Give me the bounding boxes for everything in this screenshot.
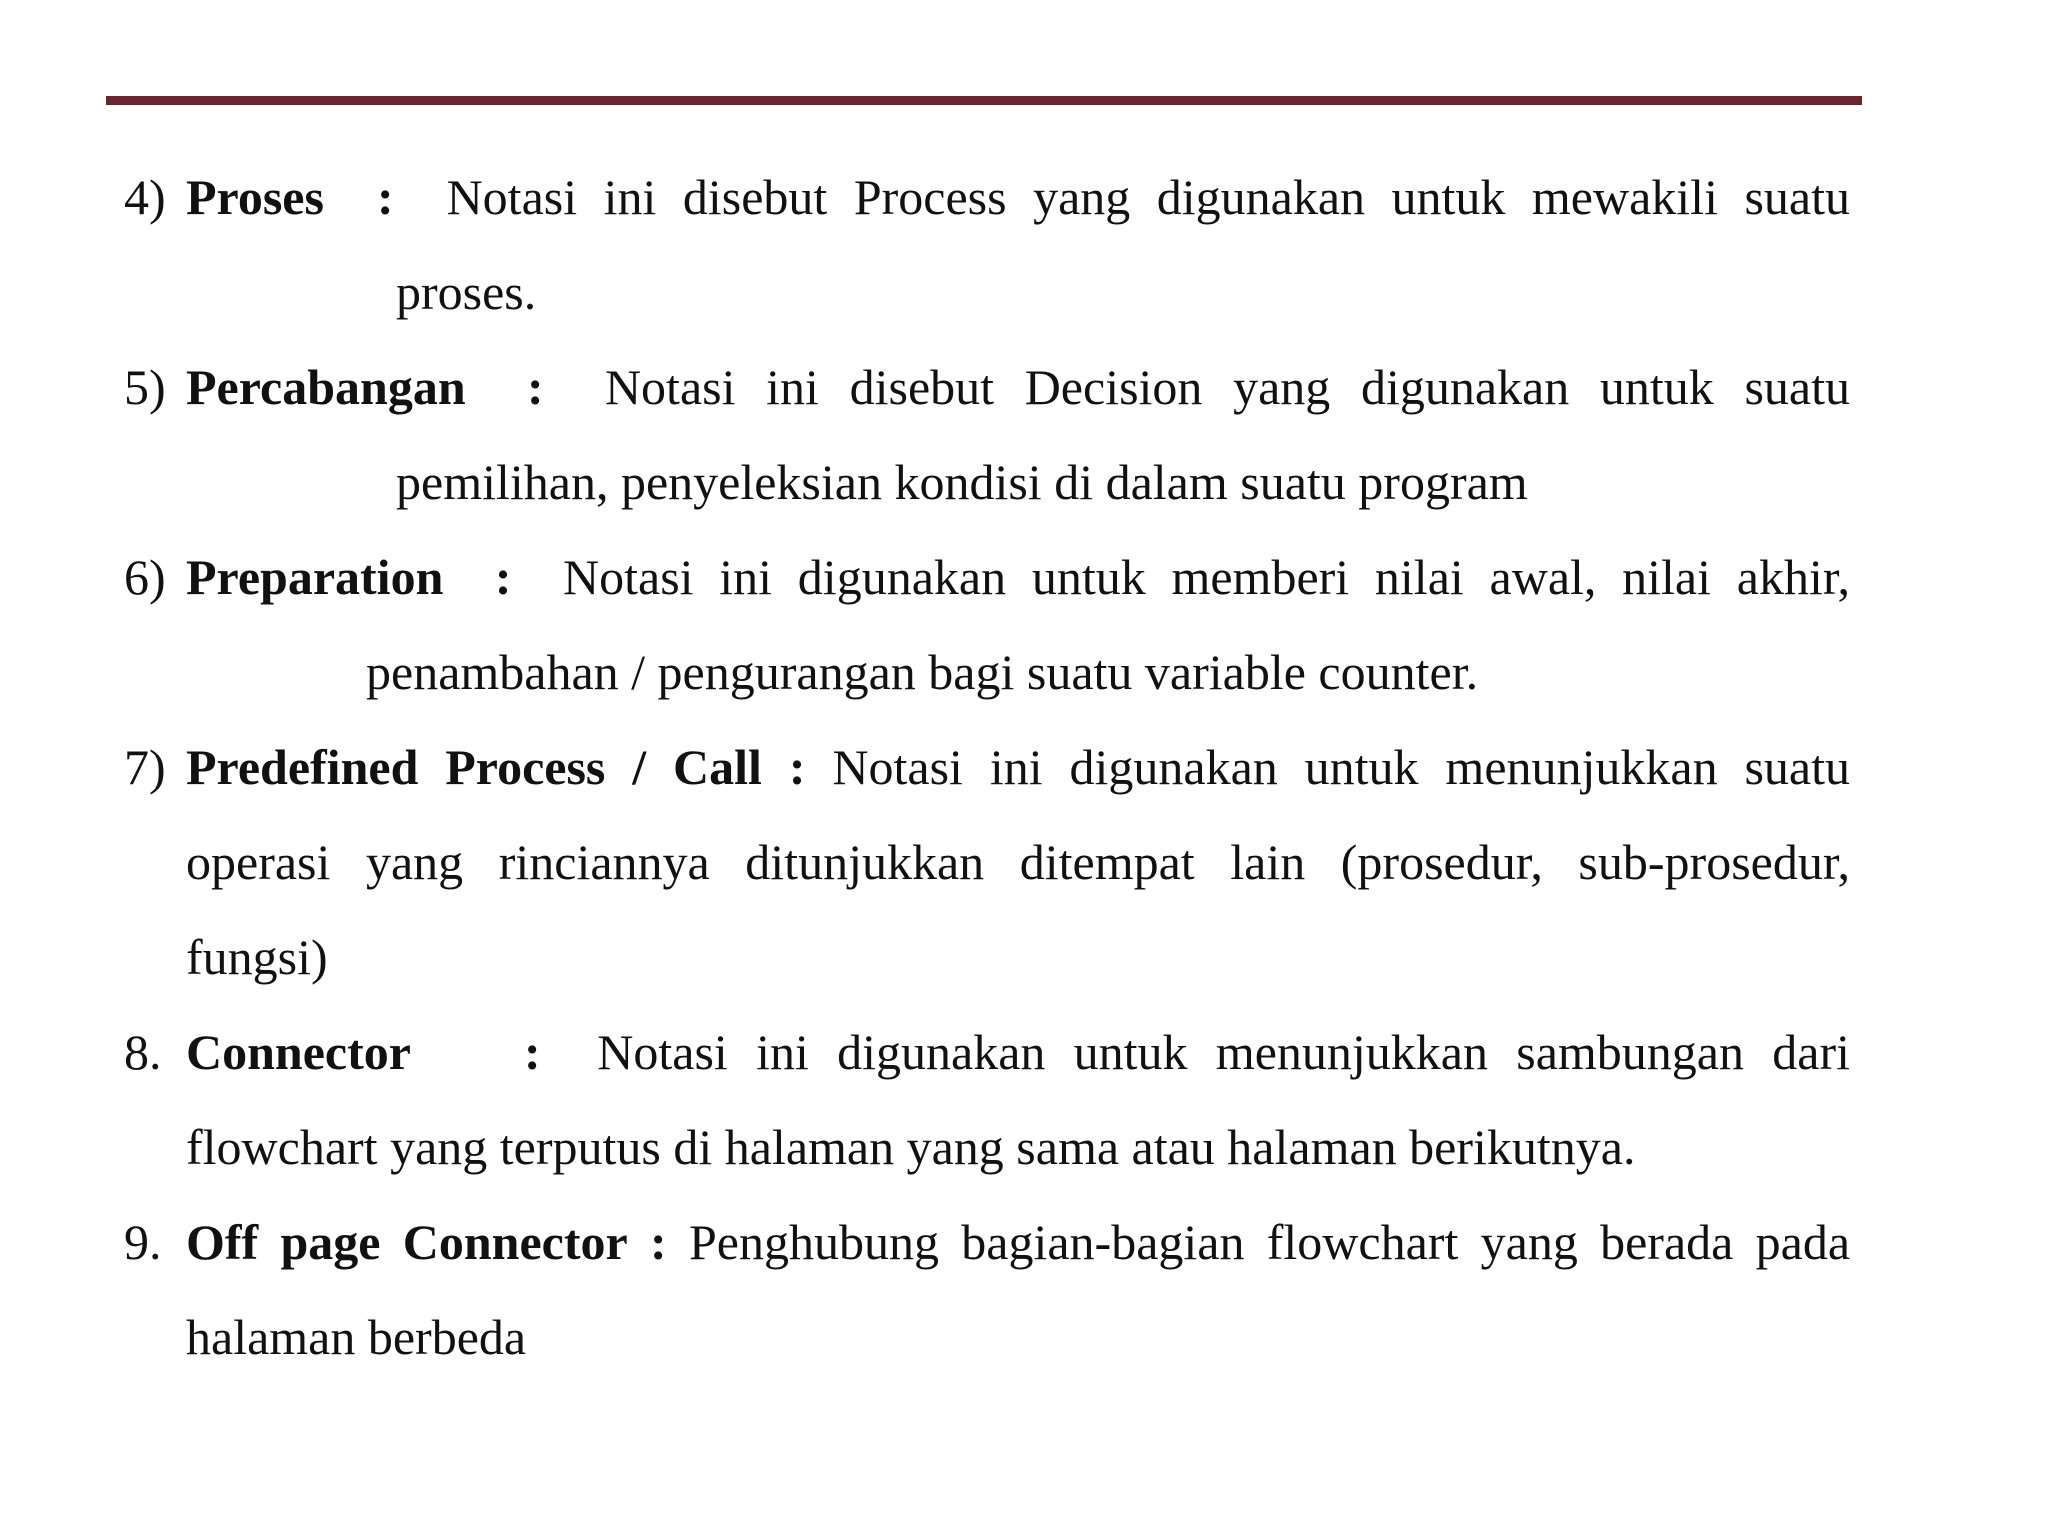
item-number: 6) xyxy=(124,549,166,605)
item-first-line xyxy=(186,340,1850,435)
item-description: Notasi ini disebut Process yang digunakan untuk mewakili suatu xyxy=(446,169,1850,225)
item-first-line xyxy=(186,720,1850,815)
definition-list xyxy=(124,150,1850,1385)
list-item-connector xyxy=(124,1005,1850,1195)
item-number: 7) xyxy=(124,739,166,795)
item-first-line xyxy=(186,150,1850,245)
item-continuation: fungsi) xyxy=(186,929,328,985)
item-term: Proses xyxy=(186,169,324,225)
item-description: Notasi ini digunakan untuk menunjukkan sambungan dari xyxy=(597,1024,1851,1080)
item-separator: : xyxy=(494,549,512,605)
item-number: 4) xyxy=(124,169,166,225)
item-description: Notasi ini digunakan untuk memberi nilai awal, nilai akhir, xyxy=(563,549,1850,605)
header-rule xyxy=(106,96,1862,105)
item-number: 8. xyxy=(124,1024,162,1080)
item-separator: : xyxy=(524,1024,541,1080)
item-first-line xyxy=(186,530,1850,625)
list-item-preparation xyxy=(124,530,1850,720)
item-number: 9. xyxy=(124,1214,162,1270)
list-item-proses xyxy=(124,150,1850,340)
list-item-off-page-connector xyxy=(124,1195,1850,1385)
item-term: Off page Connector xyxy=(186,1214,628,1270)
list-item-percabangan xyxy=(124,340,1850,530)
item-continuation: halaman berbeda xyxy=(186,1309,527,1365)
item-term: Percabangan xyxy=(186,359,466,415)
item-description: Notasi ini digunakan untuk menunjukkan suatu xyxy=(832,739,1851,795)
item-first-line xyxy=(186,1195,1850,1290)
item-separator: : xyxy=(526,359,544,415)
item-separator: : xyxy=(376,169,394,225)
item-continuation: flowchart yang terputus di halaman yang sama atau halaman berikutnya. xyxy=(186,1119,1636,1175)
item-continuation: proses. xyxy=(396,264,537,320)
item-term: Predefined Process / Call xyxy=(186,739,762,795)
item-continuation: operasi yang rinciannya ditunjukkan ditempat lain (prosedur, sub-prosedur, xyxy=(186,834,1850,890)
item-continuation: pemilihan, penyeleksian kondisi di dalam suatu program xyxy=(396,454,1528,510)
list-item-predefined-process xyxy=(124,720,1850,1005)
item-term: Connector xyxy=(186,1024,411,1080)
item-description: Penghubung bagian-bagian flowchart yang berada pada xyxy=(688,1214,1851,1270)
item-continuation: penambahan / pengurangan bagi suatu variable counter. xyxy=(366,644,1479,700)
item-number: 5) xyxy=(124,359,166,415)
item-separator: : xyxy=(788,739,806,795)
item-term: Preparation xyxy=(186,549,444,605)
item-first-line xyxy=(186,1005,1850,1100)
item-separator: : xyxy=(650,1214,667,1270)
item-description: Notasi ini disebut Decision yang digunakan untuk suatu xyxy=(604,359,1850,415)
